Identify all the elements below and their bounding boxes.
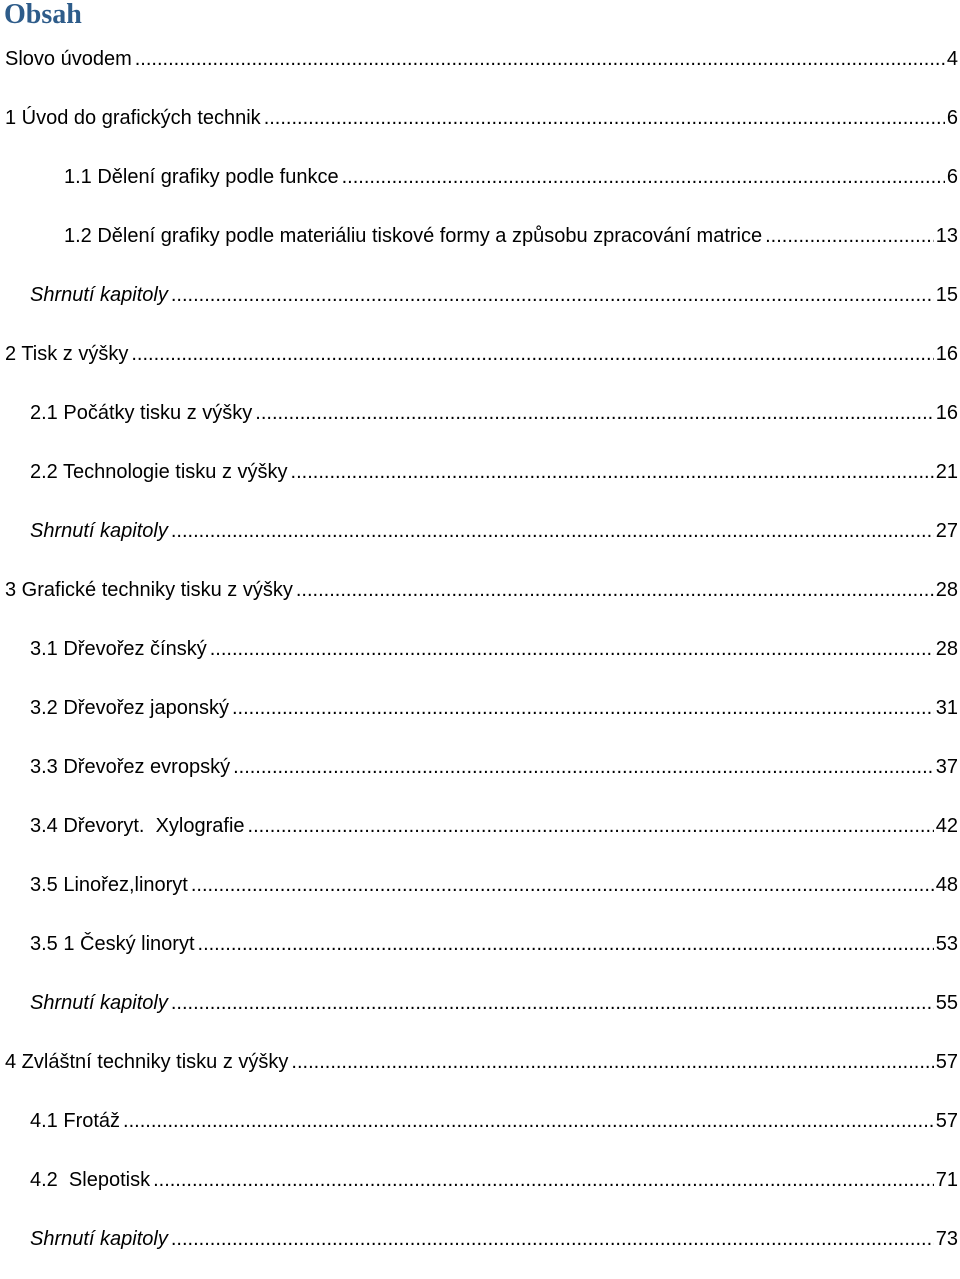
toc-entry-page-number: 6: [946, 166, 958, 188]
toc-entry-label: 3.4 Dřevoryt. Xylografie: [30, 815, 245, 837]
toc-entry[interactable]: [0, 217, 960, 276]
toc-list: [0, 40, 960, 1279]
toc-dot-leader: [291, 1043, 933, 1081]
toc-entry-page-number: 28: [935, 638, 958, 660]
toc-dot-leader: [131, 335, 933, 373]
toc-entry-page-number: 57: [935, 1051, 958, 1073]
toc-dot-leader: [232, 689, 934, 727]
toc-entry[interactable]: [0, 40, 960, 99]
toc-entry[interactable]: [0, 748, 960, 807]
toc-entry-label: 4 Zvláštní techniky tisku z výšky: [5, 1051, 289, 1073]
toc-entry-page-number: 27: [935, 520, 958, 542]
toc-entry[interactable]: [0, 99, 960, 158]
toc-dot-leader: [153, 1161, 934, 1199]
toc-entry[interactable]: [0, 453, 960, 512]
toc-dot-leader: [123, 1102, 934, 1140]
toc-entry[interactable]: [0, 1043, 960, 1102]
toc-entry-page-number: 42: [935, 815, 958, 837]
toc-entry[interactable]: [0, 689, 960, 748]
toc-entry[interactable]: [0, 512, 960, 571]
toc-entry-page-number: 57: [935, 1110, 958, 1132]
toc-dot-leader: [171, 276, 934, 314]
toc-entry-page-number: 16: [935, 343, 958, 365]
toc-title: Obsah: [4, 0, 82, 30]
toc-dot-leader: [255, 394, 933, 432]
toc-entry-label: Shrnutí kapitoly: [30, 284, 168, 306]
toc-entry-page-number: 37: [935, 756, 958, 778]
toc-entry-page-number: 15: [935, 284, 958, 306]
toc-dot-leader: [342, 158, 945, 196]
toc-entry-page-number: 16: [935, 402, 958, 424]
toc-entry[interactable]: [0, 571, 960, 630]
toc-entry-label: 3 Grafické techniky tisku z výšky: [5, 579, 293, 601]
toc-entry-label: Shrnutí kapitoly: [30, 520, 168, 542]
toc-entry-page-number: 55: [935, 992, 958, 1014]
toc-entry-label: 3.3 Dřevořez evropský: [30, 756, 231, 778]
toc-entry[interactable]: [0, 1161, 960, 1220]
toc-entry-label: 1.1 Dělení grafiky podle funkce: [64, 166, 339, 188]
toc-dot-leader: [291, 453, 934, 491]
toc-dot-leader: [171, 984, 934, 1022]
toc-entry-label: 4.2 Slepotisk: [30, 1169, 151, 1191]
toc-entry[interactable]: [0, 807, 960, 866]
toc-dot-leader: [233, 748, 934, 786]
toc-dot-leader: [210, 630, 934, 668]
toc-entry[interactable]: [0, 276, 960, 335]
toc-dot-leader: [248, 807, 934, 845]
toc-dot-leader: [171, 1220, 934, 1258]
toc-entry[interactable]: [0, 866, 960, 925]
toc-entry-label: 2 Tisk z výšky: [5, 343, 129, 365]
toc-entry[interactable]: [0, 335, 960, 394]
toc-entry[interactable]: [0, 394, 960, 453]
toc-entry-page-number: 53: [935, 933, 958, 955]
toc-entry-label: Shrnutí kapitoly: [30, 992, 168, 1014]
toc-entry-page-number: 6: [946, 107, 958, 129]
toc-entry-label: Shrnutí kapitoly: [30, 1228, 168, 1250]
toc-entry-page-number: 73: [935, 1228, 958, 1250]
toc-entry-label: 2.2 Technologie tisku z výšky: [30, 461, 288, 483]
toc-dot-leader: [264, 99, 945, 137]
toc-entry-label: 4.1 Frotáž: [30, 1110, 121, 1132]
toc-dot-leader: [198, 925, 934, 963]
toc-entry-page-number: 21: [935, 461, 958, 483]
toc-dot-leader: [191, 866, 934, 904]
toc-entry-label: Slovo úvodem: [5, 48, 132, 70]
toc-entry-label: 3.5 Linořez,linoryt: [30, 874, 188, 896]
toc-dot-leader: [171, 512, 934, 550]
toc-entry-page-number: 4: [946, 48, 958, 70]
toc-entry[interactable]: [0, 1220, 960, 1279]
toc-entry-page-number: 28: [935, 579, 958, 601]
toc-entry-label: 3.2 Dřevořez japonský: [30, 697, 229, 719]
toc-entry-label: 1 Úvod do grafických technik: [5, 107, 261, 129]
toc-dot-leader: [135, 40, 945, 78]
toc-entry-page-number: 48: [935, 874, 958, 896]
toc-entry-page-number: 71: [935, 1169, 958, 1191]
toc-entry[interactable]: [0, 630, 960, 689]
toc-entry-label: 3.5 1 Český linoryt: [30, 933, 195, 955]
toc-entry-label: 3.1 Dřevořez čínský: [30, 638, 207, 660]
toc-entry-page-number: 13: [935, 225, 958, 247]
toc-entry-page-number: 31: [935, 697, 958, 719]
toc-entry[interactable]: [0, 925, 960, 984]
toc-entry-label: 2.1 Počátky tisku z výšky: [30, 402, 253, 424]
toc-entry[interactable]: [0, 158, 960, 217]
toc-dot-leader: [296, 571, 934, 609]
toc-dot-leader: [765, 217, 934, 255]
toc-entry-label: 1.2 Dělení grafiky podle materiáliu tiskové formy a způsobu zpracování matrice: [64, 225, 763, 247]
toc-entry[interactable]: [0, 1102, 960, 1161]
toc-entry[interactable]: [0, 984, 960, 1043]
